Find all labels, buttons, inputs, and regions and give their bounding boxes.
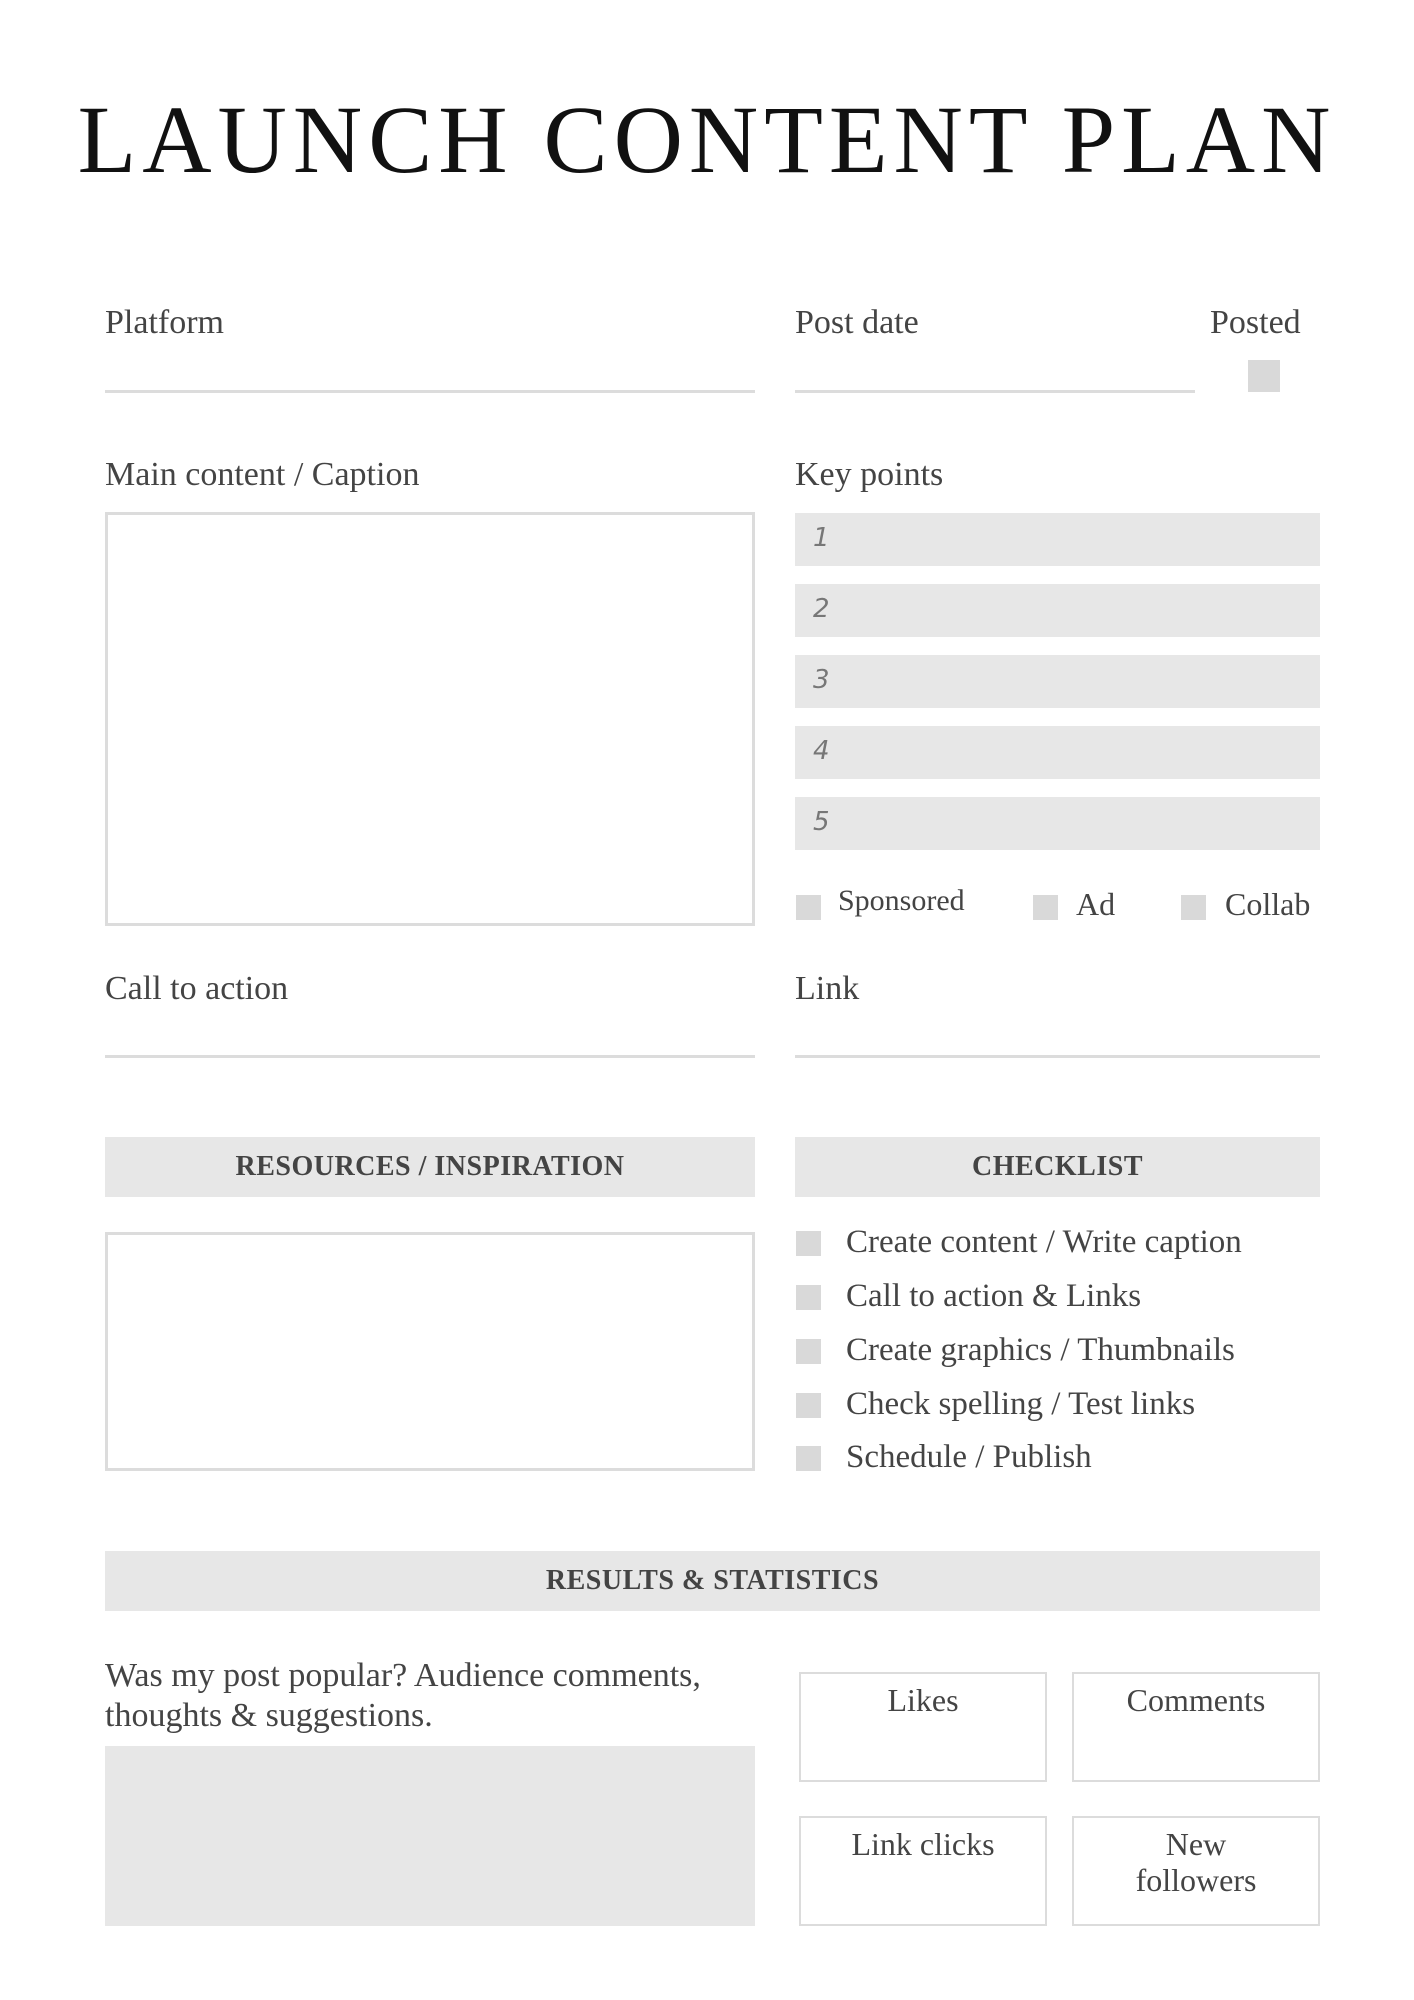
- checklist-checkbox[interactable]: [796, 1339, 821, 1364]
- key-points-label: Key points: [795, 456, 944, 493]
- key-point-number: 4: [813, 736, 830, 766]
- resources-textarea[interactable]: [105, 1232, 755, 1471]
- checklist-item: Call to action & Links: [846, 1278, 1142, 1314]
- main-content-textarea[interactable]: [105, 512, 755, 926]
- checklist-checkbox[interactable]: [796, 1393, 821, 1418]
- results-title: RESULTS & STATISTICS: [545, 1565, 880, 1596]
- new-followers-label: New followers: [1135, 1826, 1257, 1898]
- main-content-label: Main content / Caption: [105, 456, 420, 493]
- likes-box[interactable]: [799, 1672, 1047, 1782]
- key-point-number: 1: [813, 523, 830, 553]
- comments-box[interactable]: [1072, 1672, 1320, 1782]
- link-field[interactable]: [795, 1055, 1320, 1058]
- collab-checkbox[interactable]: [1181, 895, 1206, 920]
- resources-header: [105, 1137, 755, 1197]
- checklist-header: [795, 1137, 1320, 1197]
- key-point-field[interactable]: [795, 655, 1320, 708]
- key-point-field[interactable]: [795, 584, 1320, 637]
- checklist-title: CHECKLIST: [972, 1151, 1143, 1182]
- sponsored-checkbox[interactable]: [796, 895, 821, 920]
- comments-label: Comments: [1126, 1682, 1266, 1718]
- call-to-action-label: Call to action: [105, 970, 289, 1007]
- post-date-field[interactable]: [795, 390, 1195, 393]
- link-clicks-box[interactable]: [799, 1816, 1047, 1926]
- results-header: [105, 1551, 1320, 1611]
- key-point-number: 5: [813, 807, 830, 837]
- link-label: Link: [795, 970, 860, 1007]
- checklist-item: Check spelling / Test links: [846, 1386, 1196, 1422]
- key-point-field[interactable]: [795, 726, 1320, 779]
- platform-label: Platform: [105, 304, 224, 341]
- platform-field[interactable]: [105, 390, 755, 393]
- checklist-checkbox[interactable]: [796, 1285, 821, 1310]
- checklist-item: Create graphics / Thumbnails: [846, 1332, 1235, 1368]
- results-question: Was my post popular? Audience comments, thoughts & suggestions.: [105, 1657, 701, 1734]
- likes-label: Likes: [887, 1682, 959, 1718]
- results-notes-field[interactable]: [105, 1746, 755, 1926]
- key-point-number: 2: [813, 594, 830, 624]
- ad-checkbox[interactable]: [1033, 895, 1058, 920]
- key-point-field[interactable]: [795, 797, 1320, 850]
- collab-label: Collab: [1225, 886, 1311, 922]
- new-followers-box[interactable]: [1072, 1816, 1320, 1926]
- checklist-checkbox[interactable]: [796, 1446, 821, 1471]
- link-clicks-label: Link clicks: [851, 1826, 995, 1862]
- page-title: LAUNCH CONTENT PLAN: [77, 86, 1337, 193]
- resources-title: RESOURCES / INSPIRATION: [235, 1151, 625, 1182]
- posted-checkbox[interactable]: [1248, 360, 1280, 392]
- ad-label: Ad: [1076, 886, 1116, 922]
- call-to-action-field[interactable]: [105, 1055, 755, 1058]
- checklist-item: Create content / Write caption: [846, 1224, 1242, 1260]
- checklist-item: Schedule / Publish: [846, 1439, 1092, 1475]
- sponsored-label: Sponsored: [838, 884, 965, 917]
- posted-label: Posted: [1210, 304, 1301, 341]
- key-point-number: 3: [813, 665, 830, 695]
- post-date-label: Post date: [795, 304, 919, 341]
- checklist-checkbox[interactable]: [796, 1231, 821, 1256]
- key-point-field[interactable]: [795, 513, 1320, 566]
